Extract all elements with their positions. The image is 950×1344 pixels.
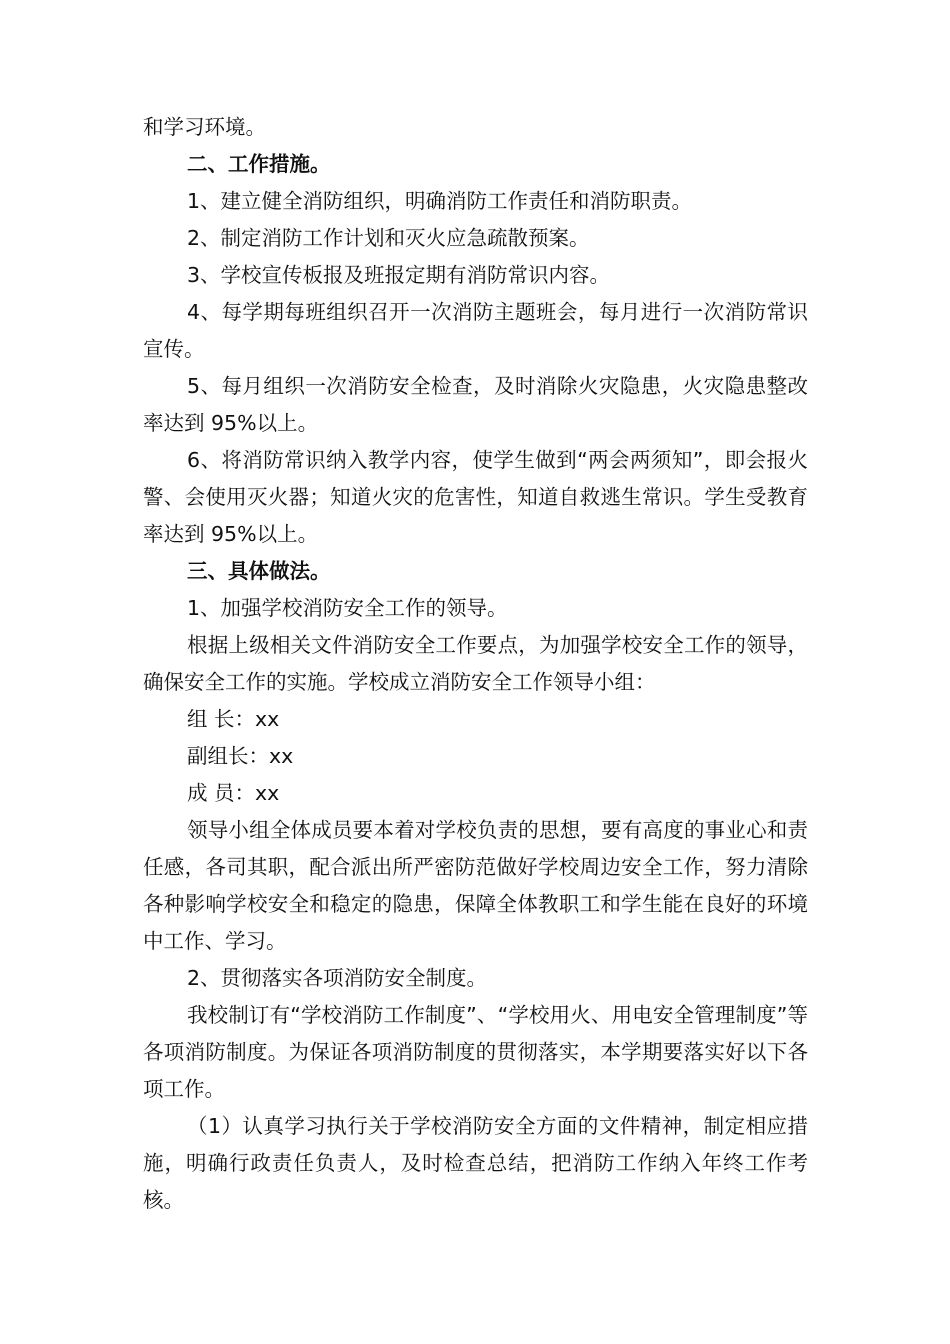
practice-item-1: 1、加强学校消防安全工作的领导。 [187, 596, 508, 620]
group-leader-line: 组 长：xx [187, 707, 280, 731]
measure-item-3: 3、学校宣传板报及班报定期有消防常识内容。 [187, 263, 611, 287]
deputy-leader-line: 副组长：xx [187, 744, 294, 768]
section-heading-work-measures: 二、工作措施。 [187, 152, 331, 176]
measure-item-4: 4、每学期每班组织召开一次消防主题班会，每月进行一次消防常识宣传。 [143, 300, 808, 361]
paragraph-school-systems: 我校制订有“学校消防工作制度”、“学校用火、用电安全管理制度”等各项消防制度。为保证各项消防制度的贯彻落实，本学期要落实好以下各项工作。 [143, 1003, 808, 1101]
measure-item-2: 2、制定消防工作计划和灭火应急疏散预案。 [187, 226, 590, 250]
measure-item-6: 6、将消防常识纳入教学内容，使学生做到“两会两须知”，即会报火警、会使用灭火器；知道火灾的危害性，知道自救逃生常识。学生受教育率达到 95%以上。 [143, 448, 808, 546]
section-heading-specific-practices: 三、具体做法。 [187, 559, 331, 583]
measure-item-5: 5、每月组织一次消防安全检查，及时消除火灾隐患，火灾隐患整改率达到 95%以上。 [143, 374, 808, 435]
members-line: 成 员：xx [187, 781, 280, 805]
document-body [143, 109, 808, 1219]
measure-item-1: 1、建立健全消防组织，明确消防工作责任和消防职责。 [187, 189, 693, 213]
paragraph-continuation: 和学习环境。 [143, 115, 266, 139]
practice-item-2: 2、贯彻落实各项消防安全制度。 [187, 966, 488, 990]
paragraph-leadership-group: 根据上级相关文件消防安全工作要点，为加强学校安全工作的领导，确保安全工作的实施。学校成立消防安全工作领导小组： [143, 633, 808, 694]
sub-item-1: （1）认真学习执行关于学校消防安全方面的文件精神，制定相应措施，明确行政责任负责人，及时检查总结，把消防工作纳入年终工作考核。 [143, 1114, 808, 1212]
paragraph-group-responsibility: 领导小组全体成员要本着对学校负责的思想，要有高度的事业心和责任感，各司其职，配合派出所严密防范做好学校周边安全工作，努力清除各种影响学校安全和稳定的隐患，保障全体教职工和学生能在良好的环境中工作、学习。 [143, 818, 808, 953]
